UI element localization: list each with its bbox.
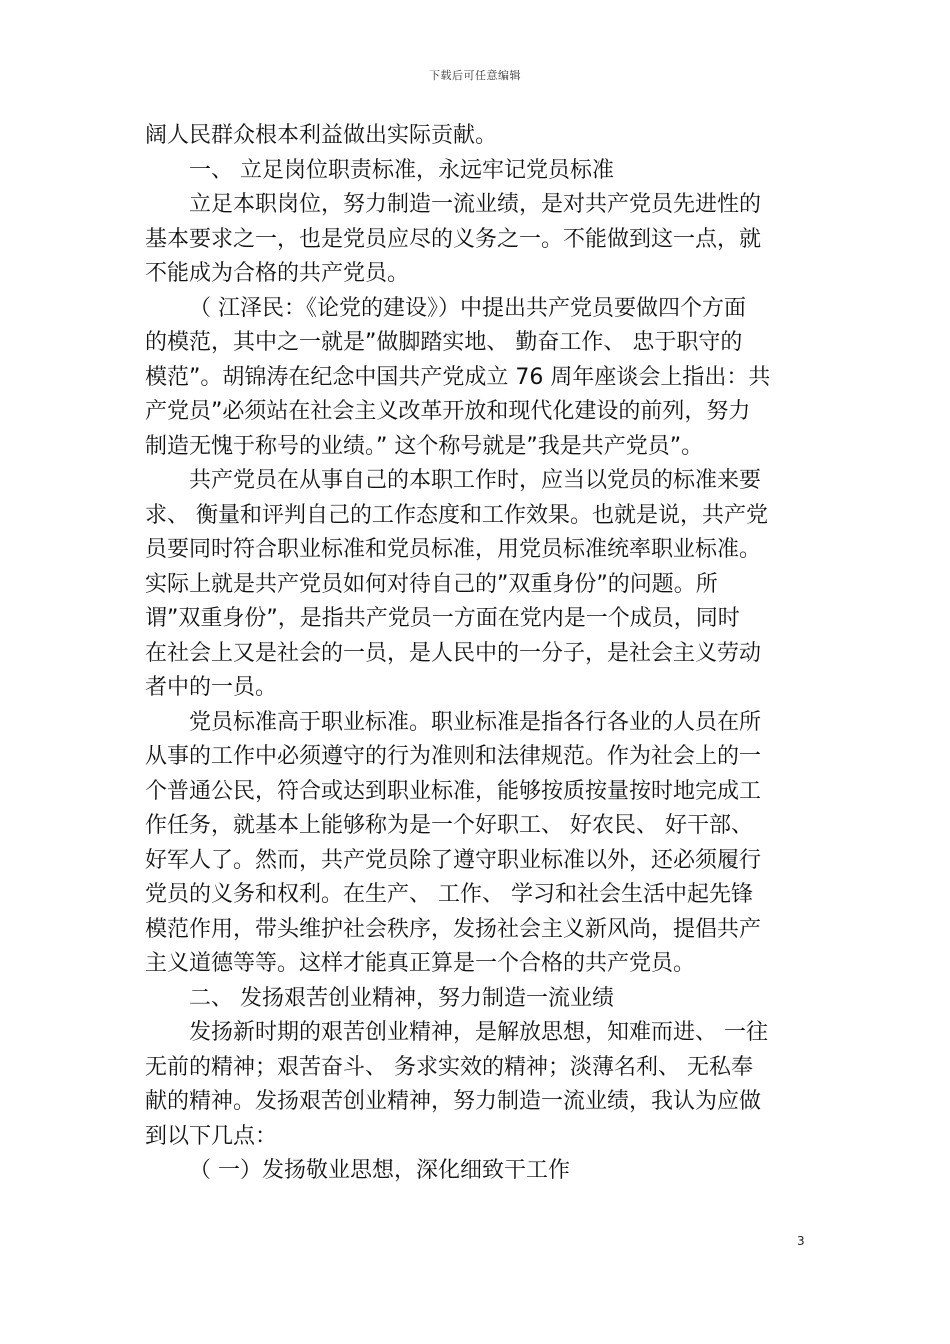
text-line: 立足本职岗位，努力制造一流业绩，是对共产党员先进性的 bbox=[189, 192, 762, 217]
text-line: 谓”双重身份”，是指共产党员一方面在党内是一个成员，同时 bbox=[145, 606, 740, 631]
text-line: 基本要求之一，也是党员应尽的义务之一。不能做到这一点，就 bbox=[145, 226, 762, 252]
document-body bbox=[145, 119, 807, 1189]
text-line: 求、 衡量和评判自己的工作态度和工作效果。也就是说，共产党 bbox=[145, 502, 768, 528]
text-line: （ 江泽民：《论党的建设》）中提出共产党员要做四个方面 bbox=[189, 295, 746, 321]
text-line: 好军人了。然而，共产党员除了遵守职业标准以外，还必须履行 bbox=[145, 847, 762, 873]
text-line: 从事的工作中必须遵守的行为准则和法律规范。作为社会上的一 bbox=[145, 744, 762, 769]
text-line: 实际上就是共产党员如何对待自己的”双重身份”的问题。所 bbox=[145, 571, 718, 597]
subsection-heading: （ 一）发扬敬业思想，深化细致干工作 bbox=[189, 1158, 570, 1183]
text-line: 制造无愧于称号的业绩。” 这个称号就是”我是共产党员”。 bbox=[145, 433, 704, 459]
page-header: 下载后可任意编辑 bbox=[429, 69, 521, 82]
text-line: 献的精神。发扬艰苦创业精神，努力制造一流业绩，我认为应做 bbox=[145, 1089, 762, 1114]
text-line: 者中的一员。 bbox=[145, 675, 278, 700]
text-line: 党员的义务和权利。在生产、 工作、 学习和社会生活中起先锋 bbox=[145, 882, 753, 907]
text-line: 阔人民群众根本利益做出实际贡献。 bbox=[145, 123, 498, 148]
text-line: 模范作用，带头维护社会秩序，发扬社会主义新风尚，提倡共产 bbox=[145, 916, 762, 942]
text-line: 到以下几点： bbox=[145, 1123, 278, 1149]
text-line: 在社会上又是社会的一员，是人民中的一分子，是社会主义劳动 bbox=[145, 640, 762, 666]
text-line: 发扬新时期的艰苦创业精神，是解放思想，知难而进、 一往 bbox=[189, 1020, 768, 1045]
text-line: 无前的精神；艰苦奋斗、 务求实效的精神；淡薄名利、 无私奉 bbox=[145, 1054, 753, 1080]
text-line: 模范”。胡锦涛在纪念中国共产党成立 76 周年座谈会上指出：共 bbox=[145, 364, 771, 390]
text-line: 共产党员在从事自己的本职工作时，应当以党员的标准来要 bbox=[189, 468, 762, 493]
text-line: 员要同时符合职业标准和党员标准，用党员标准统率职业标准。 bbox=[145, 537, 762, 562]
text-line: 作任务，就基本上能够称为是一个好职工、 好农民、 好干部、 bbox=[145, 813, 753, 838]
text-line: 党员标准高于职业标准。职业标准是指各行各业的人员在所 bbox=[189, 709, 762, 735]
page-number: 3 bbox=[797, 1234, 805, 1248]
text-line: 不能成为合格的共产党员。 bbox=[145, 261, 410, 286]
text-line: 产党员”必须站在社会主义改革开放和现代化建设的前列，努力 bbox=[145, 399, 751, 424]
text-line: 的模范，其中之一就是”做脚踏实地、 勤奋工作、 忠于职守的 bbox=[145, 330, 743, 355]
section-heading: 一、 立足岗位职责标准，永远牢记党员标准 bbox=[189, 157, 614, 183]
text-line: 主义道德等等。这样才能真正算是一个合格的共产党员。 bbox=[145, 951, 696, 976]
text-line: 个普通公民，符合或达到职业标准，能够按质按量按时地完成工 bbox=[145, 778, 762, 804]
section-heading: 二、 发扬艰苦创业精神，努力制造一流业绩 bbox=[189, 985, 614, 1011]
